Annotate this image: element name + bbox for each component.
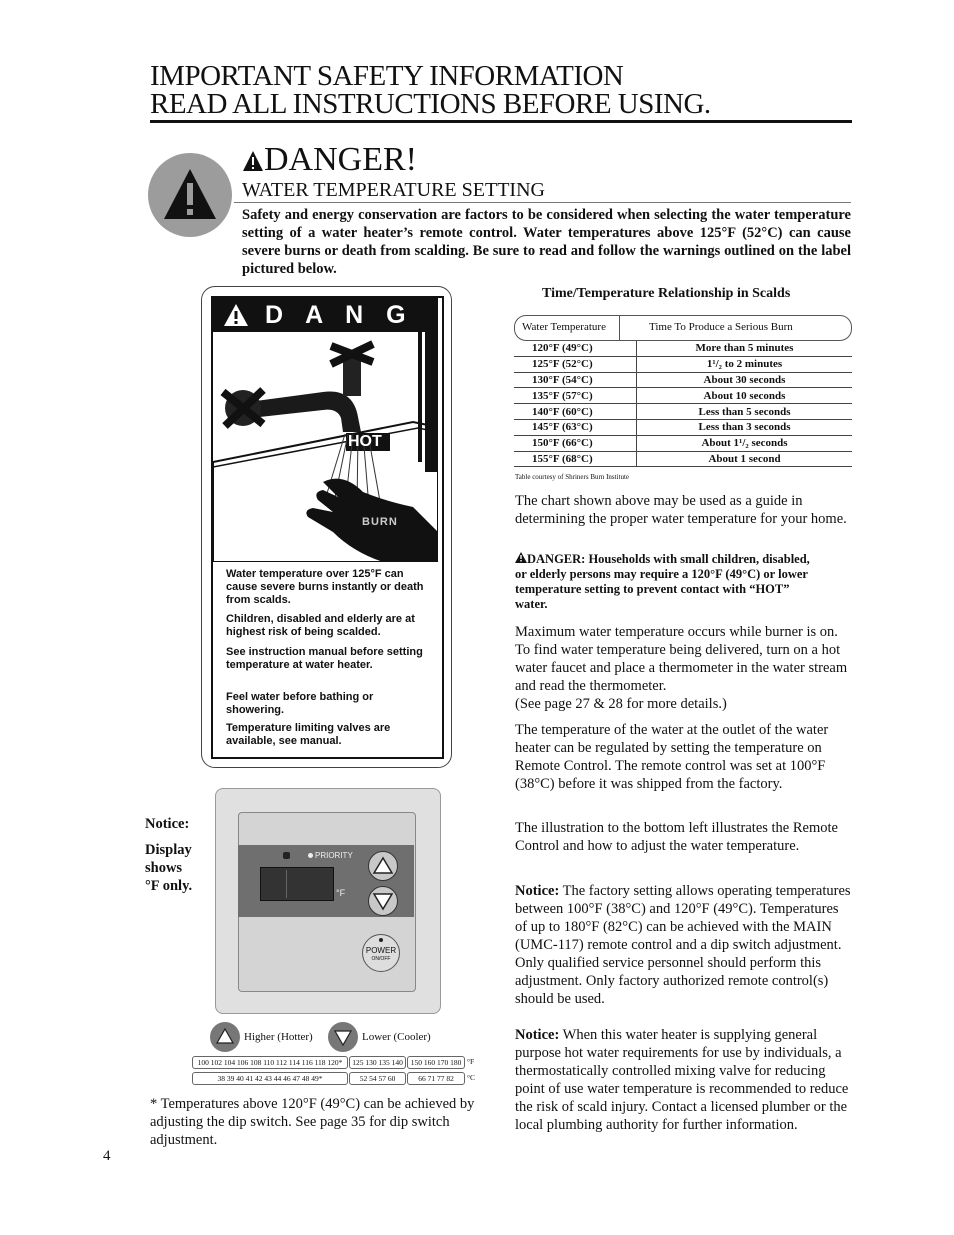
section-rule — [234, 202, 851, 203]
paragraph-notice-factory: Notice: The factory setting allows operating temperatures between 100°F (38°C) and 120°F (49°C). Temperatures of up to 180°F (82°C) can be achieved with the MAIN (UMC-117) remote control and a dip switch adjustment. Only qualified service personnel should perform this adjustment. Only factory authorized remote control(s) should be used. — [515, 883, 851, 1007]
label-warning-3: See instruction manual before setting temperature at water heater. — [226, 646, 423, 671]
label-warning-2: Children, disabled and elderly are at highest risk of being scalded. — [226, 613, 415, 638]
title-line-1: IMPORTANT SAFETY INFORMATION — [150, 60, 624, 92]
fahrenheit-scale-unit: °F — [467, 1057, 475, 1066]
table-row — [514, 404, 852, 420]
danger-banner-text: D A N G — [265, 301, 414, 329]
table-row — [514, 435, 852, 451]
col-header-time: Time To Produce a Serious Burn — [649, 321, 793, 333]
onoff-label: ON/OFF — [371, 956, 391, 962]
temperature-cell: 155°F (68°C) — [514, 451, 637, 467]
hot-text: HOT — [348, 433, 382, 450]
burn-time-cell: About 30 seconds — [637, 372, 853, 388]
triangle-up-icon — [369, 852, 397, 880]
celsius-scale-low: 38 39 40 41 42 43 44 46 47 48 49* — [192, 1072, 348, 1085]
title-rule — [150, 120, 852, 123]
fahrenheit-unit-label: °F — [336, 888, 346, 898]
burn-text: BURN — [362, 516, 398, 528]
warning-circle-icon — [148, 153, 232, 237]
celsius-scale-unit: °C — [467, 1073, 476, 1082]
table-row — [514, 341, 852, 356]
temperature-cell: 150°F (66°C) — [514, 435, 637, 451]
danger-banner — [213, 298, 438, 332]
higher-button-icon — [210, 1022, 240, 1052]
table-row — [514, 451, 852, 467]
left-notice-text: Display shows °F only. — [145, 842, 193, 894]
lower-button-icon — [328, 1022, 358, 1052]
celsius-scale-high: 66 71 77 82 — [407, 1072, 465, 1085]
lower-label: Lower (Cooler) — [362, 1031, 431, 1043]
temp-up-button[interactable] — [368, 851, 398, 881]
lock-icon — [283, 852, 290, 859]
burn-time-cell: More than 5 minutes — [637, 341, 853, 356]
temperature-cell: 145°F (63°C) — [514, 419, 637, 435]
priority-label: PRIORITY — [315, 851, 353, 860]
temperature-cell: 130°F (54°C) — [514, 372, 637, 388]
section-heading: WATER TEMPERATURE SETTING — [242, 179, 545, 201]
table-row — [514, 419, 852, 435]
temperature-cell: 125°F (52°C) — [514, 356, 637, 372]
danger-note: DANGER: Households with small children, disabled, or elderly persons may require a 120°F (49°C) or lower temperature setting to prevent contact with “HOT” water. — [515, 552, 810, 611]
fahrenheit-scale-low: 100 102 104 106 108 110 112 114 116 118 120* — [192, 1056, 348, 1069]
burn-time-cell: Less than 5 seconds — [637, 404, 853, 420]
fahrenheit-scale-mid: 125 130 135 140 — [349, 1056, 406, 1069]
burn-time-cell: About 1 second — [637, 451, 853, 467]
power-indicator-icon — [379, 938, 383, 942]
priority-indicator-icon — [308, 853, 313, 858]
left-notice-label: Notice: — [145, 816, 190, 832]
table-row — [514, 356, 852, 372]
table-credit: Table courtesy of Shriners Burn Institute — [515, 473, 630, 481]
label-warning-4: Feel water before bathing or showering. — [226, 691, 374, 716]
temp-down-button[interactable] — [368, 886, 398, 916]
power-button[interactable] — [362, 934, 400, 972]
label-warning-1: Water temperature over 125°F can cause severe burns instantly or death from scalds. — [226, 568, 424, 606]
page-number: 4 — [103, 1148, 111, 1164]
label-warning-5: Temperature limiting valves are available, see manual. — [226, 722, 391, 747]
burn-time-cell: Less than 3 seconds — [637, 419, 853, 435]
scald-table — [514, 341, 852, 467]
fahrenheit-scale — [192, 1056, 482, 1070]
fahrenheit-scale-high: 150 160 170 180 — [407, 1056, 465, 1069]
triangle-down-icon — [369, 887, 397, 915]
paragraph-illustration: The illustration to the bottom left illustrates the Remote Control and how to adjust the water temperature. — [515, 820, 838, 854]
table-row — [514, 372, 852, 388]
title-line-2: READ ALL INSTRUCTIONS BEFORE USING. — [150, 88, 711, 120]
footnote: * Temperatures above 120°F (49°C) can be achieved by adjusting the dip switch. See page 35 for dip switch adjustment. — [150, 1096, 475, 1148]
burn-time-cell: 1¹/₂ to 2 minutes — [637, 356, 853, 372]
celsius-scale — [192, 1072, 482, 1086]
higher-label: Higher (Hotter) — [244, 1031, 313, 1043]
paragraph-outlet-temp: The temperature of the water at the outlet of the water heater can be regulated by setting the temperature on Remote Control. The remote control was set at 100°F (38°C) before it was shipped from the factory. — [515, 722, 829, 792]
table-header — [514, 315, 852, 341]
paragraph-max-temp: Maximum water temperature occurs while burner is on. To find water temperature being delivered, turn on a hot water faucet and place a thermometer in the water stream and read the thermometer. (See page 27 & 28 for more details.) — [515, 624, 848, 712]
temperature-cell: 120°F (49°C) — [514, 341, 637, 356]
burn-time-cell: About 1¹/₂ seconds — [637, 435, 853, 451]
warning-triangle-icon — [515, 552, 527, 563]
page-title — [150, 62, 711, 118]
warning-triangle-icon — [223, 303, 249, 327]
danger-heading: DANGER! — [242, 140, 417, 180]
burn-time-cell: About 10 seconds — [637, 388, 853, 404]
table-title: Time/Temperature Relationship in Scalds — [542, 286, 791, 301]
temperature-cell: 135°F (57°C) — [514, 388, 637, 404]
intro-paragraph: Safety and energy conservation are factors to be considered when selecting the water temperature setting of a water heater’s remote control. Water temperatures above 125°F (52°C) can cause severe burns or death from scalding. Be sure to read and follow the warnings outlined on the label pictured below. — [242, 207, 851, 277]
warning-triangle-icon — [242, 150, 264, 172]
temperature-cell: 140°F (60°C) — [514, 404, 637, 420]
paragraph-notice-mixing-valve: Notice: When this water heater is supplying general purpose hot water requirements for use by individuals, a thermostatically controlled mixing valve for reducing point of use water temperature is recommended to reduce the risk of scald injury. Contact a licensed plumber or the local plumbing authority for further information. — [515, 1027, 849, 1133]
table-row — [514, 388, 852, 404]
temperature-display — [260, 867, 334, 901]
faucet-burn-illustration — [213, 332, 438, 562]
col-header-temperature: Water Temperature — [522, 321, 606, 333]
celsius-scale-mid: 52 54 57 60 — [349, 1072, 406, 1085]
power-label: POWER — [365, 946, 397, 955]
paragraph-guide: The chart shown above may be used as a guide in determining the proper water temperature for your home. — [515, 493, 847, 527]
